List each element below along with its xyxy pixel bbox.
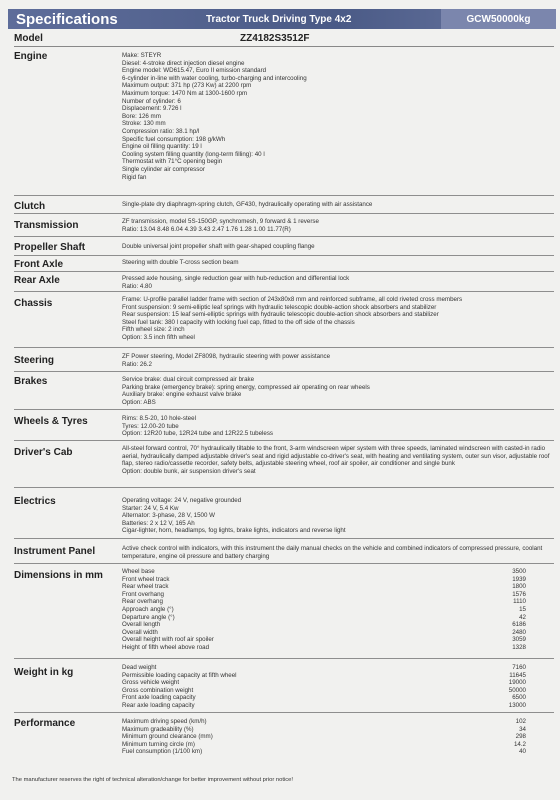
row-label: Front overhang bbox=[122, 590, 164, 598]
section-body bbox=[122, 259, 556, 267]
row-label: Fuel consumption (1/100 km) bbox=[122, 748, 203, 756]
row-label: Minimum ground clearance (mm) bbox=[122, 733, 213, 741]
row-label: Height of fifth wheel above road bbox=[122, 643, 210, 651]
row-value: 1939 bbox=[512, 575, 526, 583]
row-label: Gross vehicle weight bbox=[122, 679, 180, 687]
section-label: Engine bbox=[14, 51, 48, 62]
spec-header bbox=[8, 9, 556, 29]
row-value: 3500 bbox=[512, 568, 526, 575]
row-label: Rear axle loading capacity bbox=[122, 701, 195, 709]
model-row bbox=[14, 33, 554, 47]
row-value: 42 bbox=[519, 613, 526, 621]
spec-line: Cigar-lighter, horn, headlamps, fog lights, brake lights, indicators and reverse light bbox=[122, 527, 346, 535]
section-label: Dimensions in mm bbox=[14, 570, 103, 581]
row-value: 2480 bbox=[512, 628, 526, 636]
section-rear-axle bbox=[14, 273, 554, 292]
table-row bbox=[122, 598, 526, 606]
row-value: 102 bbox=[515, 718, 526, 725]
row-value: 6500 bbox=[512, 694, 526, 702]
section-wheels-tyres bbox=[14, 412, 554, 441]
table-row bbox=[122, 687, 526, 695]
row-label: Gross combination weight bbox=[122, 686, 194, 694]
section-performance bbox=[14, 716, 554, 762]
spec-line: Displacement: 9.726 l bbox=[122, 105, 182, 113]
table-row bbox=[122, 718, 526, 726]
section-label: Wheels & Tyres bbox=[14, 416, 88, 427]
row-label: Dead weight bbox=[122, 664, 157, 671]
spec-line: Ratio: 13.04 8.48 6.04 4.39 3.43 2.47 1.76 1.28 1.00 11.77(R) bbox=[122, 225, 291, 233]
spec-line: Steel fuel tank: 380 l capacity with locking fuel cap, fitted to the off side of the chassis bbox=[122, 318, 355, 326]
section-steering bbox=[14, 351, 554, 372]
table-row bbox=[122, 614, 526, 622]
spec-line: Rigid fan bbox=[122, 173, 147, 181]
table-row bbox=[122, 748, 526, 756]
spec-line: Maximum torque: 1470 Nm at 1300-1600 rpm bbox=[122, 89, 248, 97]
table-row bbox=[122, 621, 526, 629]
spec-line: Make: STEYR bbox=[122, 52, 162, 59]
spec-line: Thermostat with 71°C opening begin bbox=[122, 158, 223, 166]
spec-line: Stroke: 130 mm bbox=[122, 120, 166, 128]
row-label: Maximum gradeability (%) bbox=[122, 725, 194, 733]
spec-line: Compression ratio: 38.1 hp/l bbox=[122, 127, 200, 135]
section-body bbox=[122, 376, 556, 406]
row-label: Maximum driving speed (km/h) bbox=[122, 718, 207, 725]
spec-line: Fifth wheel size: 2 inch bbox=[122, 326, 185, 334]
row-label: Approach angle (°) bbox=[122, 605, 174, 613]
spec-line: Rear suspension: 15 leaf semi-elliptic springs with hydraulic telescopic double-action shock absorbers and stabilizer bbox=[122, 311, 439, 319]
spec-text: All-steel forward control, 70° hydraulically tiltable to the front, 3-arm windscreen wiper system with three speeds, laminated windscreen with casted-in radio aerial, hydraulically damped adjustable driver's seat and rigid adjustable co-driver's seat, with heating and ventilating system, outer sun visor, adjustable roof flap, stereo radio/cassette recorder, safety belts, adjustable steering wheel, roof air spoiler, air conditioner and single bunk bbox=[122, 445, 550, 468]
row-label: Minimum turning circle (m) bbox=[122, 740, 195, 748]
section-body bbox=[122, 52, 556, 181]
weight-table bbox=[122, 664, 526, 710]
section-label: Driver's Cab bbox=[14, 447, 73, 458]
spec-line: Option: 3.5 inch fifth wheel bbox=[122, 333, 195, 341]
section-propeller-shaft bbox=[14, 239, 554, 256]
section-body bbox=[122, 415, 556, 438]
row-value: 1576 bbox=[512, 590, 526, 598]
row-label: Wheel base bbox=[122, 568, 155, 575]
section-body bbox=[122, 275, 556, 290]
section-front-axle bbox=[14, 257, 554, 272]
spec-line: Cooling system filling quantity (long-term filling): 40 l bbox=[122, 150, 265, 158]
row-value: 19000 bbox=[508, 679, 526, 687]
section-brakes bbox=[14, 374, 554, 410]
row-value: 11645 bbox=[509, 671, 526, 679]
table-row bbox=[122, 741, 526, 749]
section-transmission bbox=[14, 216, 554, 237]
section-weight bbox=[14, 662, 554, 713]
spec-line: ZF Power steering, Model ZF8098, hydraulic steering with power assistance bbox=[122, 353, 331, 360]
table-row bbox=[122, 672, 526, 680]
table-row bbox=[122, 629, 526, 637]
spec-line: Starter: 24 V, 5.4 Kw bbox=[122, 504, 179, 512]
performance-table bbox=[122, 718, 526, 756]
spec-line: Ratio: 26.2 bbox=[122, 360, 152, 368]
spec-line: Front suspension: 9 semi-elliptic leaf springs with hydraulic telescopic double-action shock absorbers and stabilizer bbox=[122, 303, 437, 311]
section-body bbox=[122, 353, 556, 368]
row-label: Permissible loading capacity at fifth wheel bbox=[122, 671, 237, 679]
row-value: 40 bbox=[519, 748, 526, 756]
section-engine bbox=[14, 49, 554, 196]
section-label: Front Axle bbox=[14, 259, 64, 270]
section-label: Weight in kg bbox=[14, 667, 74, 678]
row-label: Overall width bbox=[122, 628, 158, 636]
row-value: 15 bbox=[519, 605, 526, 613]
row-value: 3059 bbox=[512, 636, 526, 644]
spec-line: Operating voltage: 24 V, negative grounded bbox=[122, 497, 242, 504]
spec-line: Option: ABS bbox=[122, 398, 156, 406]
row-label: Departure angle (°) bbox=[122, 613, 175, 621]
section-body bbox=[122, 218, 556, 233]
section-body bbox=[122, 243, 556, 251]
spec-line: Batteries: 2 x 12 V, 165 Ah bbox=[122, 519, 195, 527]
spec-line: Option: 12R20 tube, 12R24 tube and 12R22.5 tubeless bbox=[122, 430, 274, 438]
spec-line: Double universal joint propeller shaft with gear-shaped coupling flange bbox=[122, 243, 315, 250]
table-row bbox=[122, 733, 526, 741]
driving-type: Tractor Truck Driving Type 4x2 bbox=[206, 13, 352, 25]
spec-line: Pressed axle housing, single reduction gear with hub-reduction and differential lock bbox=[122, 275, 350, 282]
spec-line: Parking brake (emergency brake): spring energy, compressed air operating on rear wheels bbox=[122, 383, 370, 391]
footer-note: The manufacturer reserves the right of technical alteration/change for better improvement without prior notice! bbox=[12, 777, 293, 783]
spec-line: Engine oil filling quantity: 19 l bbox=[122, 143, 202, 151]
spec-line: Rims: 8.5-20, 10 hole-steel bbox=[122, 415, 196, 422]
section-body bbox=[122, 445, 556, 475]
spec-line: Bore: 126 mm bbox=[122, 112, 161, 120]
spec-line: Single cylinder air compressor bbox=[122, 165, 205, 173]
row-label: Front axle loading capacity bbox=[122, 694, 196, 702]
table-row bbox=[122, 694, 526, 702]
spec-line: Specific fuel consumption: 198 g/kWh bbox=[122, 135, 226, 143]
section-body bbox=[122, 497, 556, 535]
row-label: Overall height with roof air spoiler bbox=[122, 636, 214, 644]
model-label: Model bbox=[14, 33, 43, 44]
row-label: Front wheel track bbox=[122, 575, 170, 583]
table-row bbox=[122, 568, 526, 576]
spec-line: Maximum output: 371 hp (273 Kw) at 2200 rpm bbox=[122, 82, 252, 90]
spec-line: Ratio: 4.80 bbox=[122, 282, 152, 290]
spec-line: Alternator: 3-phase, 28 V, 1500 W bbox=[122, 512, 215, 520]
section-drivers-cab bbox=[14, 443, 554, 488]
row-value: 1328 bbox=[512, 643, 526, 651]
section-instrument-panel bbox=[14, 543, 554, 564]
table-row bbox=[122, 664, 526, 672]
section-label: Instrument Panel bbox=[14, 546, 96, 557]
spec-line: Diesel: 4-stroke direct injection diesel engine bbox=[122, 59, 245, 67]
gcw-badge: GCW50000kg bbox=[441, 9, 556, 29]
page-title: Specifications bbox=[16, 10, 118, 28]
row-label: Overall length bbox=[122, 621, 161, 629]
table-row bbox=[122, 583, 526, 591]
row-value: 7160 bbox=[512, 664, 526, 671]
row-value: 1110 bbox=[513, 598, 526, 606]
table-row bbox=[122, 636, 526, 644]
row-value: 298 bbox=[515, 733, 526, 741]
section-label: Clutch bbox=[14, 201, 46, 212]
spec-line: Steering with double T-cross section beam bbox=[122, 259, 239, 266]
row-value: 34 bbox=[519, 725, 526, 733]
section-label: Transmission bbox=[14, 220, 79, 231]
row-label: Rear overhang bbox=[122, 598, 163, 606]
spec-text: Active check control with indicators, with this instrument the daily manual checks on the vehicle and combined indicators of compressed pressure, coolant temperature, engine oil pressure and battery charging bbox=[122, 545, 543, 560]
section-label: Rear Axle bbox=[14, 275, 60, 286]
spec-line: Engine model: WD615.47, Euro II emission standard bbox=[122, 67, 267, 75]
table-row bbox=[122, 702, 526, 710]
section-label: Propeller Shaft bbox=[14, 242, 86, 253]
section-electrics bbox=[14, 494, 554, 539]
spec-line: 6-cylinder in-line with water cooling, turbo-charging and intercooling bbox=[122, 74, 307, 82]
spec-line: Option: double bunk, air suspension driver's seat bbox=[122, 467, 256, 475]
row-label: Rear wheel track bbox=[122, 583, 169, 591]
section-chassis bbox=[14, 294, 554, 348]
spec-line: ZF transmission, model 5S-150GP, synchromesh, 9 forward & 1 reverse bbox=[122, 218, 319, 225]
spec-line: Number of cylinder: 6 bbox=[122, 97, 181, 105]
spec-line: Tyres: 12.00-20 tube bbox=[122, 422, 179, 430]
row-value: 50000 bbox=[508, 686, 526, 694]
section-label: Electrics bbox=[14, 496, 56, 507]
table-row bbox=[122, 576, 526, 584]
section-clutch bbox=[14, 199, 554, 214]
section-body bbox=[122, 201, 556, 209]
table-row bbox=[122, 606, 526, 614]
spec-line: Service brake: dual circuit compressed air brake bbox=[122, 376, 255, 383]
table-row bbox=[122, 644, 526, 652]
section-dimensions bbox=[14, 566, 554, 659]
dimensions-table bbox=[122, 568, 526, 652]
section-label: Brakes bbox=[14, 376, 48, 387]
row-value: 13000 bbox=[508, 701, 526, 709]
section-body bbox=[122, 545, 556, 560]
table-row bbox=[122, 726, 526, 734]
spec-line: Auxiliary brake: engine exhaust valve brake bbox=[122, 391, 242, 399]
section-body bbox=[122, 296, 556, 342]
row-value: 14.2 bbox=[513, 740, 526, 748]
spec-line: Single-plate dry diaphragm-spring clutch, GF430, hydraulically operating with air assistance bbox=[122, 201, 373, 208]
spec-line: Frame: U-profile parallel ladder frame with section of 243x80x8 mm and reinforced subframe, all cold riveted cross members bbox=[122, 296, 463, 303]
model-value: ZZ4182S3512F bbox=[240, 33, 310, 44]
section-label: Performance bbox=[14, 718, 76, 729]
table-row bbox=[122, 679, 526, 687]
row-value: 6186 bbox=[512, 621, 526, 629]
table-row bbox=[122, 591, 526, 599]
section-label: Steering bbox=[14, 355, 55, 366]
section-label: Chassis bbox=[14, 298, 53, 309]
row-value: 1800 bbox=[512, 583, 526, 591]
